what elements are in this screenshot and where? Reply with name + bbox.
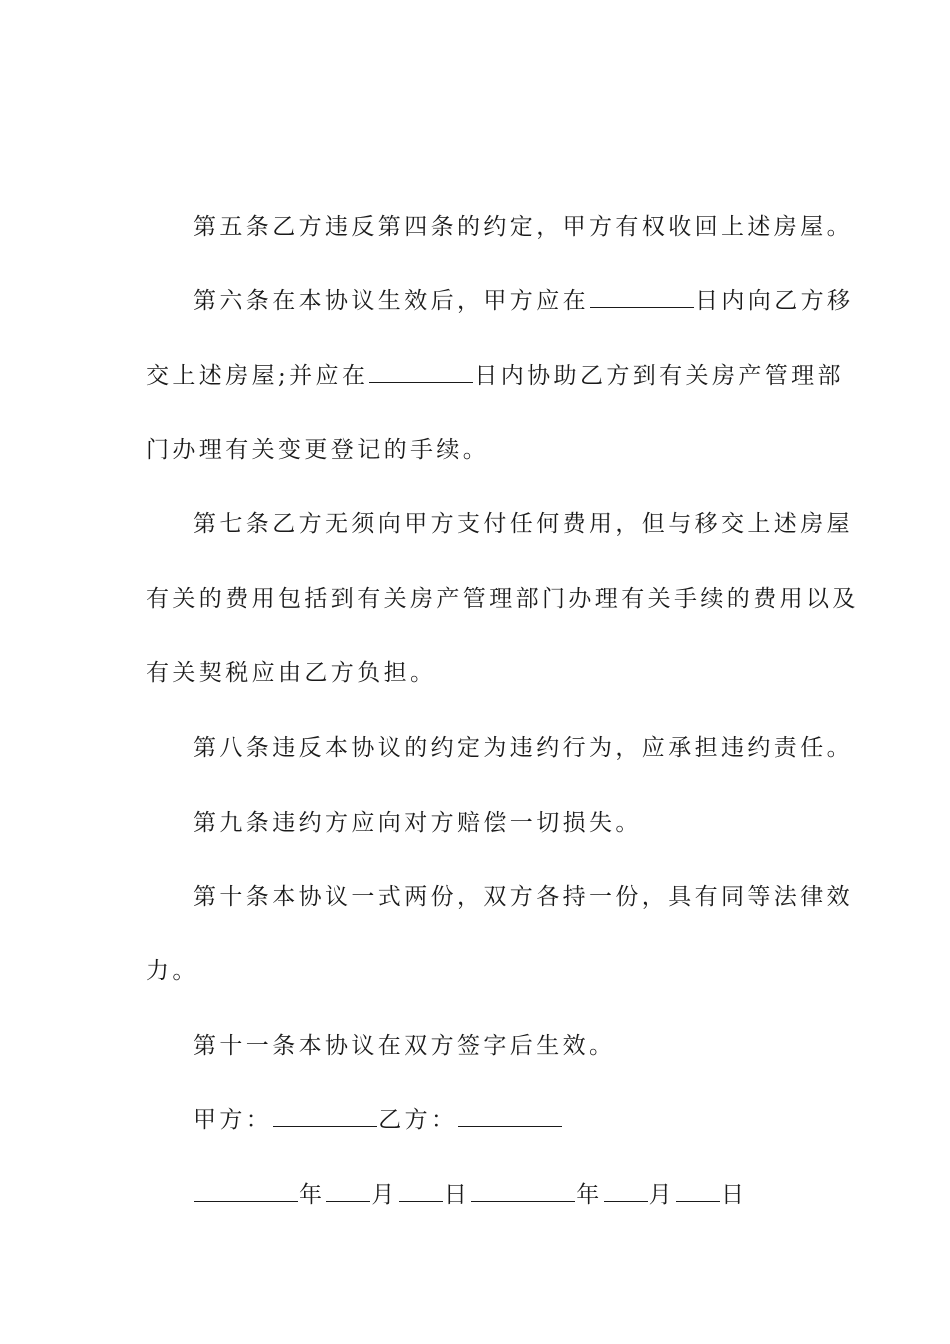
year-label-b: 年 [576,1182,603,1208]
days-blank-2[interactable] [369,362,473,383]
year-blank-a[interactable] [194,1181,298,1202]
month-blank-a[interactable] [326,1181,370,1202]
clause-6-line-1 [193,286,857,316]
party-a-label: 甲方： [193,1107,273,1133]
clause-6-text-c: 交上述房屋;并应在 [146,363,369,389]
clause-7-line-1: 第七条乙方无须向甲方支付任何费用，但与移交上述房屋 [193,511,853,537]
day-blank-b[interactable] [676,1181,720,1202]
clause-9: 第九条违约方应向对方赔偿一切损失。 [193,810,642,836]
clause-10-line-1: 第十条本协议一式两份，双方各持一份，具有同等法律效 [193,884,853,910]
clause-6-text-a: 第六条在本协议生效后，甲方应在 [193,288,589,314]
year-label-a: 年 [299,1182,326,1208]
clause-6-text-b: 日内向乙方移 [695,288,854,314]
day-blank-a[interactable] [399,1181,443,1202]
month-blank-b[interactable] [604,1181,648,1202]
clause-6-text-d: 日内协助乙方到有关房产管理部 [474,363,844,389]
signature-line [193,1105,857,1135]
clause-5: 第五条乙方违反第四条的约定，甲方有权收回上述房屋。 [193,214,853,240]
party-a-signature-blank[interactable] [273,1106,377,1127]
date-line [193,1180,857,1210]
clause-8: 第八条违反本协议的约定为违约行为，应承担违约责任。 [193,735,853,761]
clause-6-line-2 [146,361,844,391]
clause-11: 第十一条本协议在双方签字后生效。 [193,1033,616,1059]
day-label-b: 日 [721,1182,748,1208]
month-label-b: 月 [648,1182,676,1208]
clause-10-line-2: 力。 [146,958,199,984]
day-label-a: 日 [443,1182,471,1208]
days-blank-1[interactable] [590,287,694,308]
clause-6-line-3: 门办理有关变更登记的手续。 [146,437,490,463]
month-label-a: 月 [371,1182,398,1208]
party-b-signature-blank[interactable] [458,1106,562,1127]
party-b-label: 乙方： [378,1107,458,1133]
year-blank-b[interactable] [471,1181,575,1202]
clause-7-line-3: 有关契税应由乙方负担。 [146,660,437,686]
clause-7-line-2: 有关的费用包括到有关房产管理部门办理有关手续的费用以及 [146,586,859,612]
